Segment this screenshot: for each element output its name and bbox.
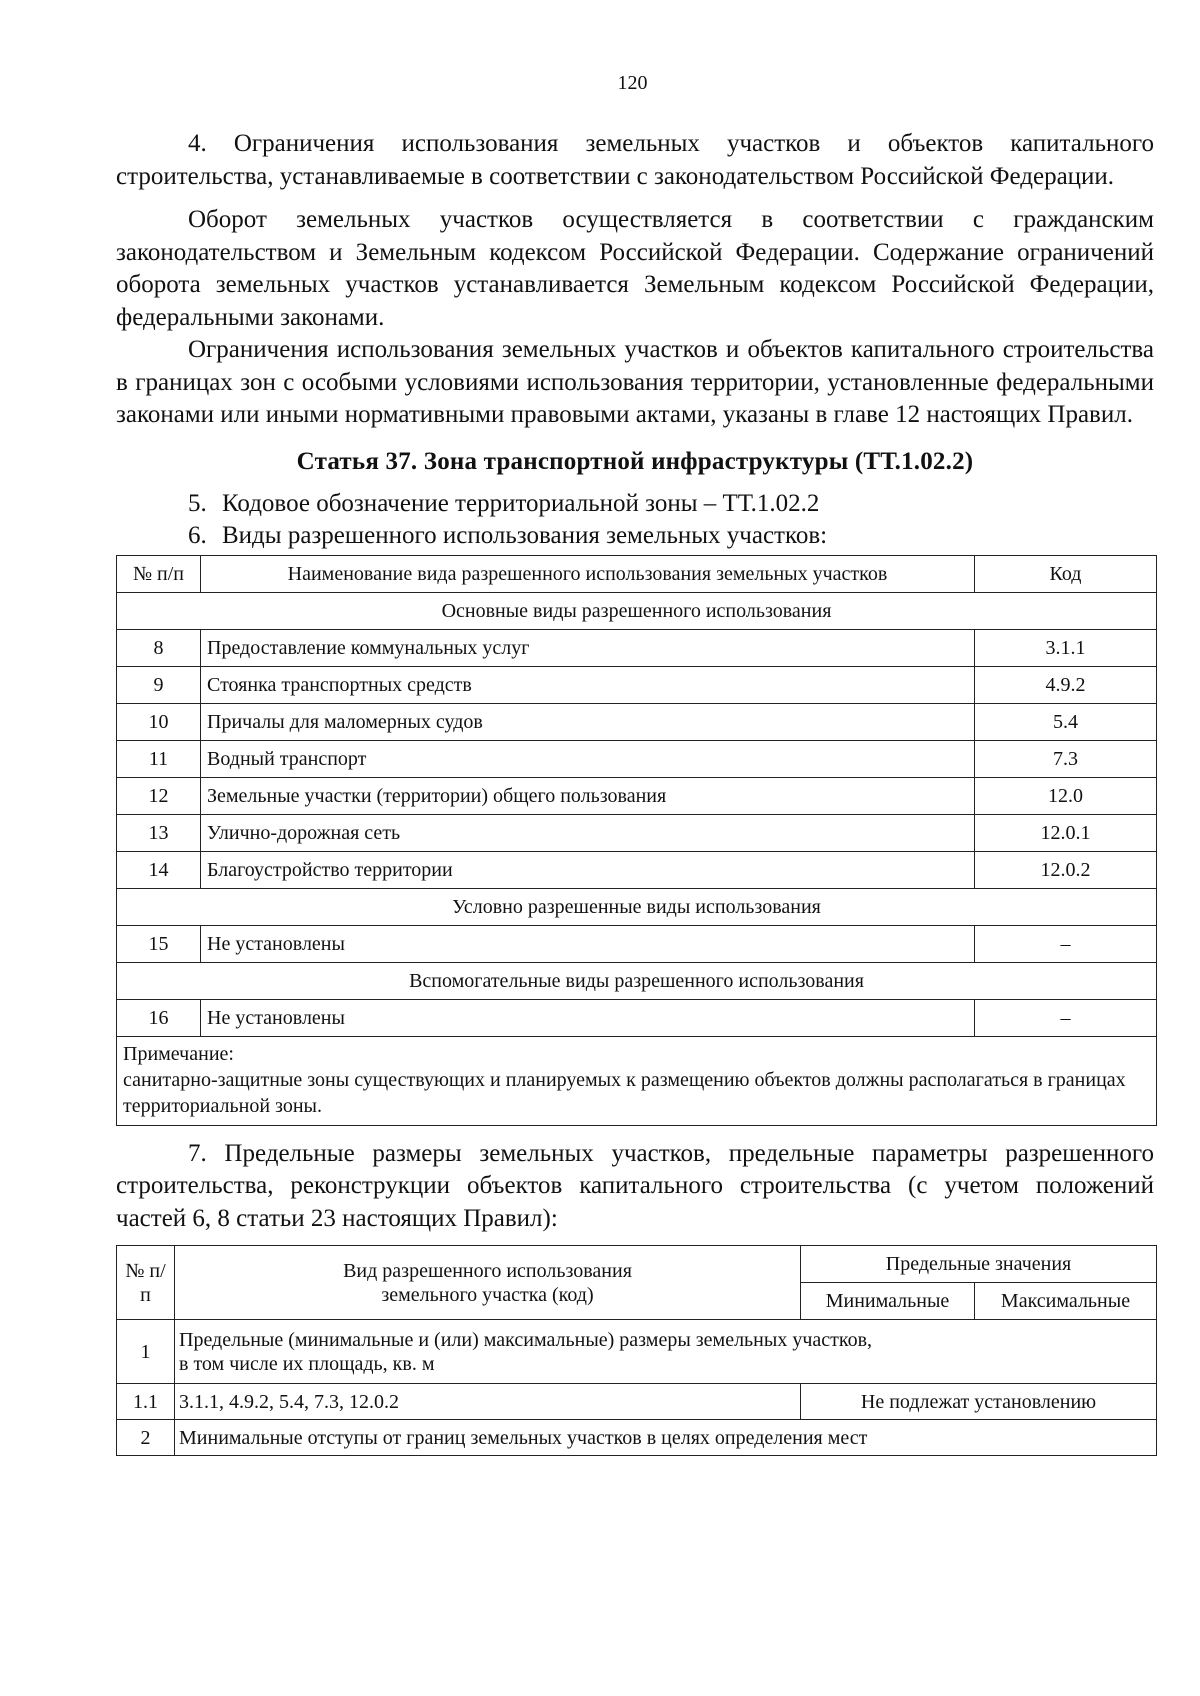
header-kind-line2: земельного участка (код)	[381, 1283, 594, 1306]
article-title: Статья 37. Зона транспортной инфраструктуры (ТТ.1.02.2)	[296, 447, 974, 475]
note-cell	[117, 1036, 1157, 1125]
paragraph-usage-limits: Ограничения использования земельных участков и объектов капитального строительства в границах зон с особыми условиями использования территории, установленные федеральными законами или иными нормативными правовыми актами, указаны в главе 12 настоящих Правил.	[116, 336, 1154, 428]
row-name: Водный транспорт	[201, 740, 975, 777]
section-title: Вспомогательные виды разрешенного использования	[117, 962, 1157, 999]
table-row	[117, 851, 1157, 888]
row-value: Не подлежат установлению	[801, 1384, 1157, 1420]
row-number: 13	[117, 814, 201, 851]
row-number: 16	[117, 999, 201, 1036]
limits-table	[116, 1245, 1157, 1456]
item-5	[116, 488, 1154, 521]
row-code: 5.4	[975, 703, 1157, 740]
note-row	[117, 1036, 1157, 1125]
table-row	[117, 814, 1157, 851]
section-row-auxiliary	[117, 962, 1157, 999]
item-number: 6.	[188, 522, 207, 549]
section-row-conditional	[117, 888, 1157, 925]
row-text: Минимальные отступы от границ земельных участков в целях определения мест	[175, 1420, 1157, 1456]
row-number: 1	[117, 1320, 175, 1384]
table-row	[117, 1420, 1157, 1456]
row-code: 7.3	[975, 740, 1157, 777]
header-cell-number: № п/п	[117, 555, 201, 592]
table-row	[117, 925, 1157, 962]
row-code: 4.9.2	[975, 666, 1157, 703]
row-number: 12	[117, 777, 201, 814]
row-text-line1: Предельные (минимальные и (или) максимальные) размеры земельных участков,	[179, 1328, 873, 1351]
paragraph-land-turnover: Оборот земельных участков осуществляется в соответствии с гражданским законодательством и Земельным кодексом Российской Федерации. Содержание ограничений оборота земельных участков устанавливается Земельным кодексом Российской Федерации, федеральными законами.	[116, 206, 1154, 331]
row-code: 12.0.1	[975, 814, 1157, 851]
item-number: 5.	[188, 489, 207, 517]
row-number: 15	[117, 925, 201, 962]
header-cell-name: Наименование вида разрешенного использования земельных участков	[201, 555, 975, 592]
row-code: 3.1.1	[975, 629, 1157, 666]
row-code: –	[975, 999, 1157, 1036]
header-cell-min: Минимальные	[801, 1283, 975, 1320]
row-number: 1.1	[117, 1384, 175, 1420]
row-text-line2: в том числе их площадь, кв. м	[179, 1352, 435, 1375]
row-name: Предоставление коммунальных услуг	[201, 629, 975, 666]
row-text	[175, 1320, 1157, 1384]
paragraph-4: 4. Ограничения использования земельных участков и объектов капитального строительства, устанавливаемые в соответствии с законодательством Российской Федерации.	[116, 130, 1154, 190]
note-text: санитарно-защитные зоны существующих и планируемых к размещению объектов должны располагаться в границах территориальной зоны.	[123, 1068, 1126, 1117]
table-row	[117, 1384, 1157, 1420]
item-6	[116, 520, 1154, 553]
table-header-row	[117, 555, 1157, 592]
header-cell-limits: Предельные значения	[801, 1246, 1157, 1283]
row-name: Земельные участки (территории) общего пользования	[201, 777, 975, 814]
table-header-row	[117, 1246, 1157, 1283]
row-name: Благоустройство территории	[201, 851, 975, 888]
table-row	[117, 1320, 1157, 1384]
row-number: 10	[117, 703, 201, 740]
header-cell-code: Код	[975, 555, 1157, 592]
header-kind-line1: Вид разрешенного использования	[343, 1259, 632, 1282]
table-row	[117, 666, 1157, 703]
row-name: Стоянка транспортных средств	[201, 666, 975, 703]
row-codes: 3.1.1, 4.9.2, 5.4, 7.3, 12.0.2	[175, 1384, 801, 1420]
header-cell-max: Максимальные	[975, 1283, 1157, 1320]
row-code: 12.0.2	[975, 851, 1157, 888]
section-title: Условно разрешенные виды использования	[117, 888, 1157, 925]
table-row	[117, 703, 1157, 740]
section-row-main	[117, 592, 1157, 629]
paragraph-7: 7. Предельные размеры земельных участков, предельные параметры разрешенного строительства, реконструкции объектов капитального строительства (с учетом положений частей 6, 8 статьи 23 настоящих Правил):	[116, 1139, 1154, 1232]
row-name: Не установлены	[201, 925, 975, 962]
row-number: 8	[117, 629, 201, 666]
row-number: 9	[117, 666, 201, 703]
row-code: –	[975, 925, 1157, 962]
item-text: Виды разрешенного использования земельных участков:	[222, 522, 828, 549]
item-text: Кодовое обозначение территориальной зоны – ТТ.1.02.2	[222, 489, 820, 517]
table-row	[117, 999, 1157, 1036]
header-cell-kind	[175, 1246, 801, 1320]
table-row	[117, 777, 1157, 814]
note-label: Примечание:	[123, 1042, 234, 1065]
document-body	[116, 128, 1154, 1456]
row-number: 2	[117, 1420, 175, 1456]
row-name: Не установлены	[201, 999, 975, 1036]
row-name: Причалы для маломерных судов	[201, 703, 975, 740]
permitted-uses-table	[116, 555, 1157, 1126]
table-row	[117, 629, 1157, 666]
header-cell-number: № п/п	[117, 1246, 175, 1320]
row-number: 11	[117, 740, 201, 777]
section-title: Основные виды разрешенного использования	[117, 592, 1157, 629]
page-number: 120	[617, 72, 648, 94]
row-name: Улично-дорожная сеть	[201, 814, 975, 851]
table-row	[117, 740, 1157, 777]
row-code: 12.0	[975, 777, 1157, 814]
row-number: 14	[117, 851, 201, 888]
